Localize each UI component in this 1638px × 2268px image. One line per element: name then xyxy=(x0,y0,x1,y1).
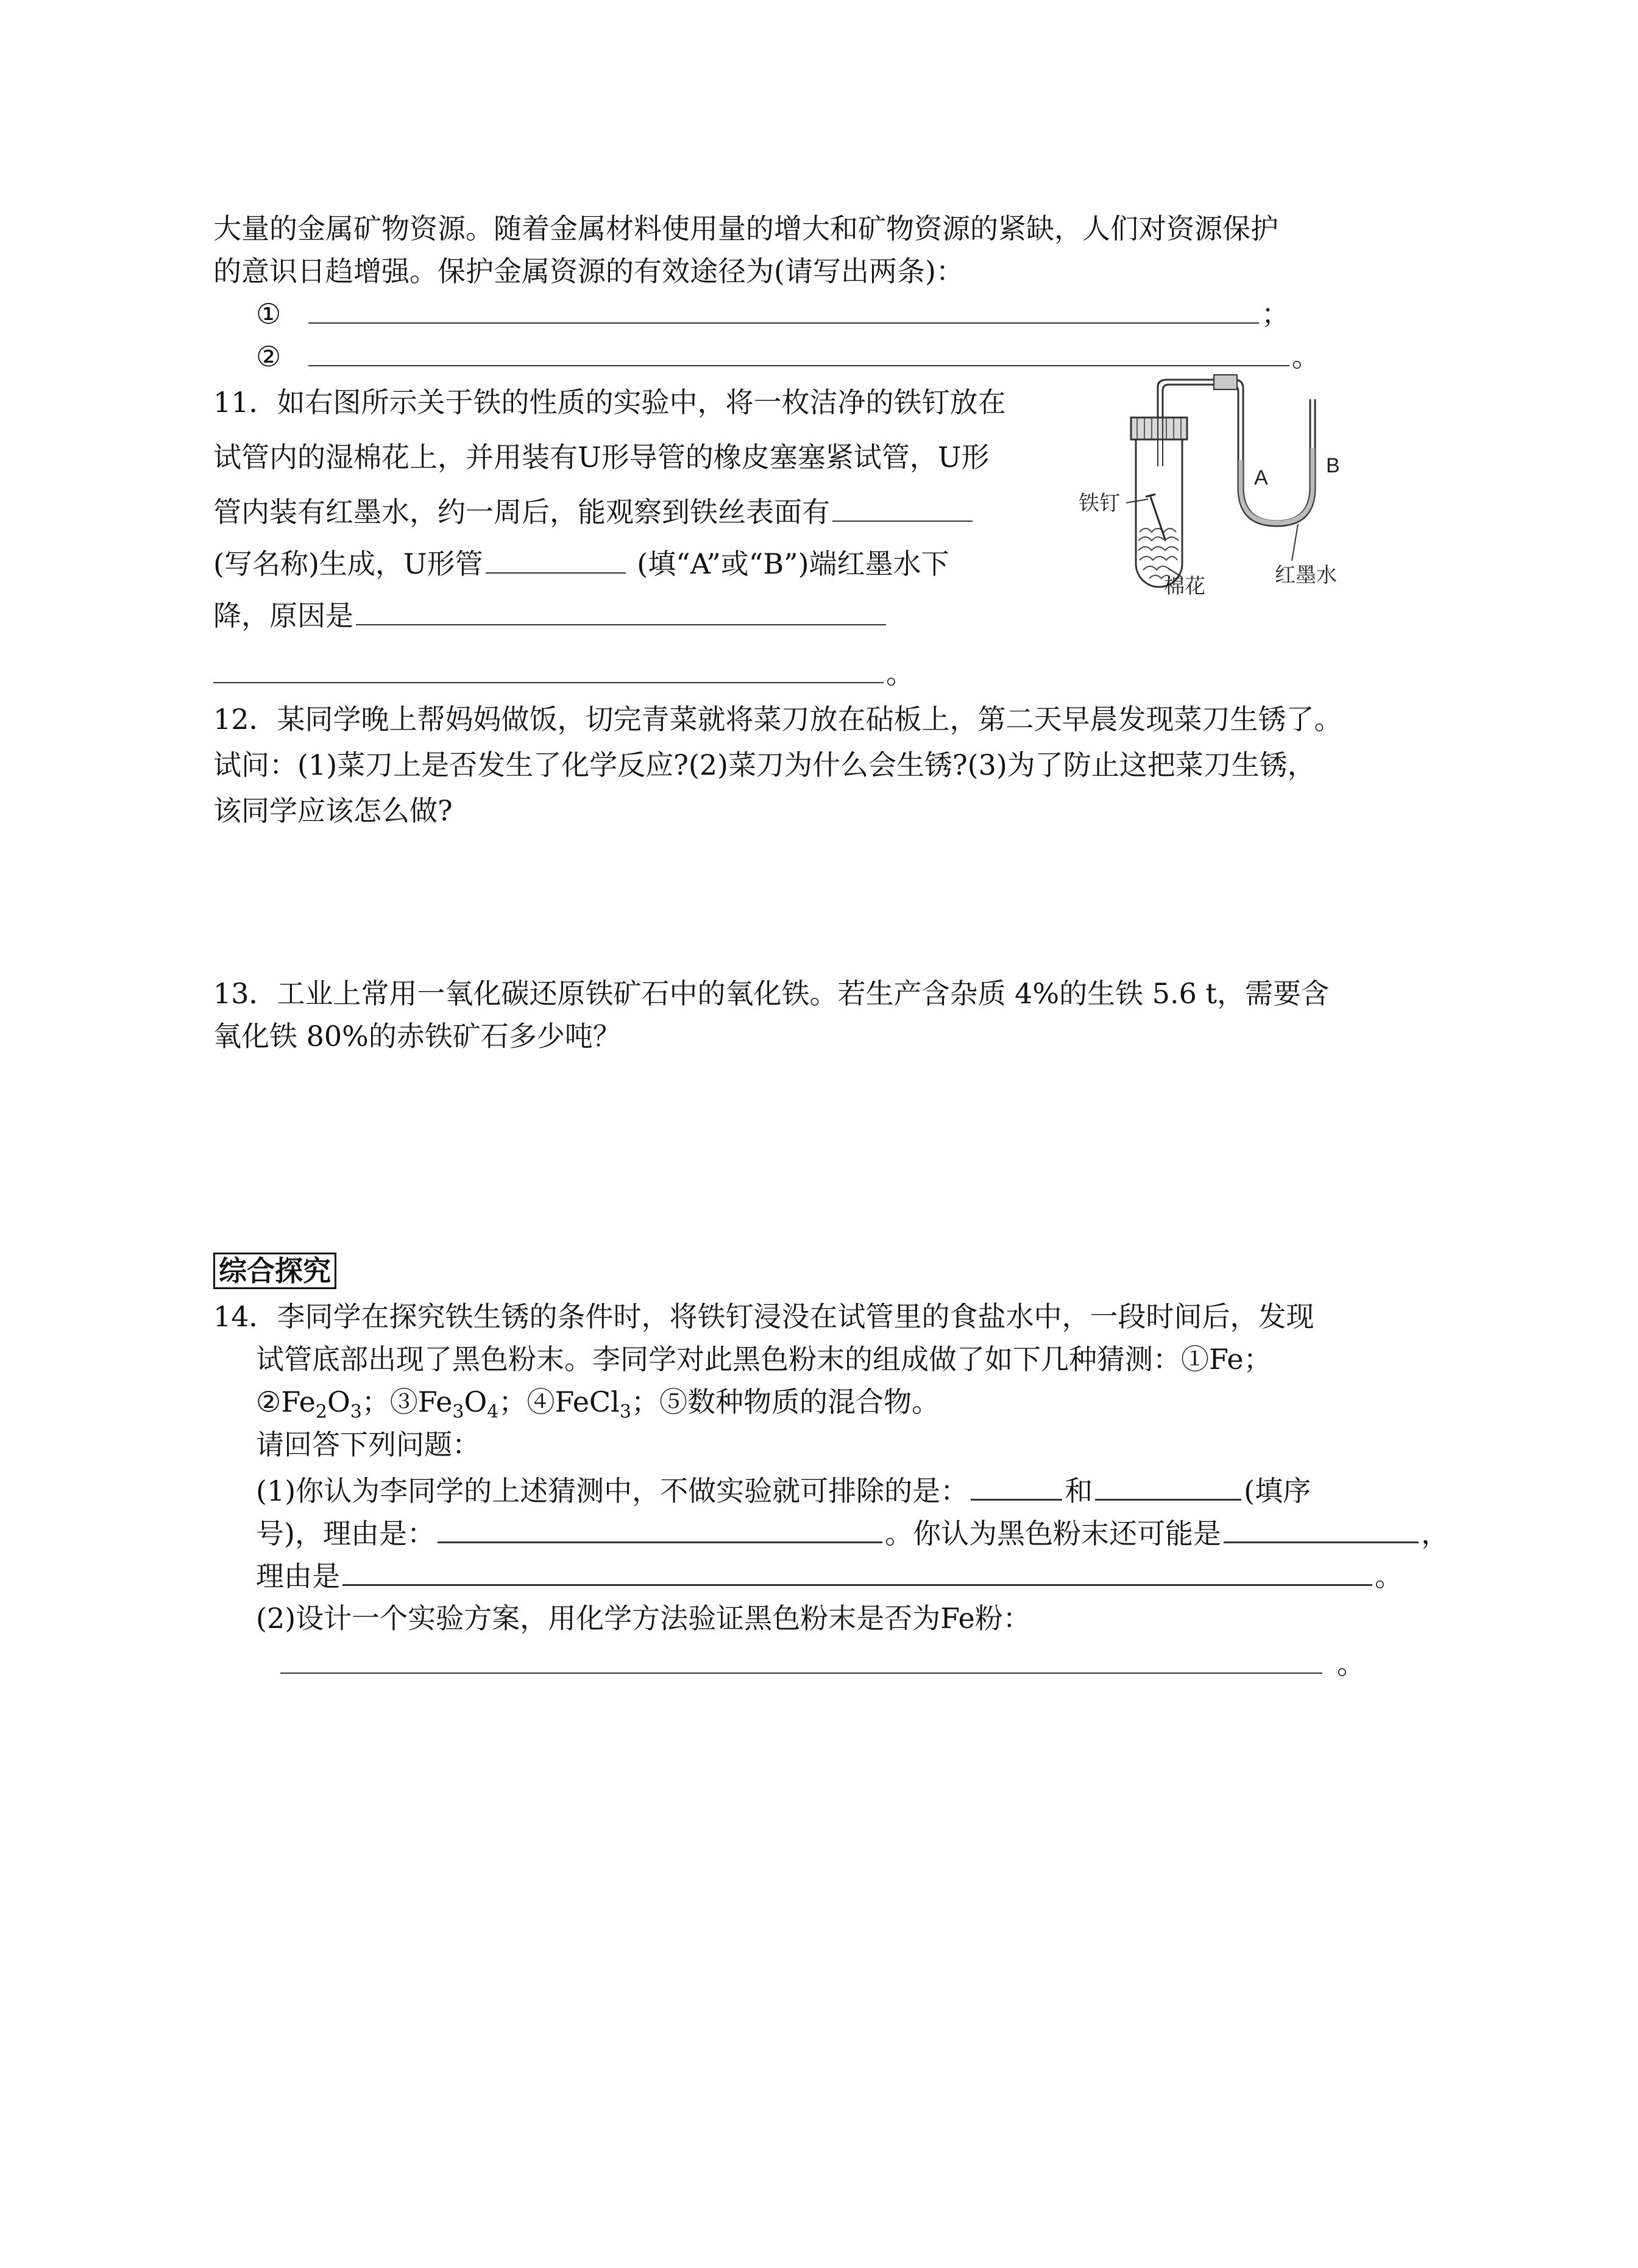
q14-blank-possible[interactable] xyxy=(1224,1515,1419,1543)
q11-line-3 xyxy=(213,494,975,530)
q14-l9-end: 。 xyxy=(1337,1648,1365,1680)
item-1-end: ； xyxy=(1261,297,1289,330)
q11-line-5-text: 降，原因是 xyxy=(213,599,353,632)
label-red-ink: 红墨水 xyxy=(1275,563,1337,588)
q14-l5c: (填序 xyxy=(1244,1474,1311,1507)
q12-line-1: 12．某同学晚上帮妈妈做饭，切完青菜就将菜刀放在砧板上，第二天早晨发现菜刀生锈了。 xyxy=(213,703,1342,736)
q11-line-2: 试管内的湿棉花上，并用装有U形导管的橡皮塞塞紧试管，U形 xyxy=(213,441,990,474)
q14-l5a: (1)你认为李同学的上述猜测中，不做实验就可排除的是： xyxy=(256,1474,969,1507)
q13-line-1: 13．工业上常用一氧化碳还原铁矿石中的氧化铁。若生产含杂质 4%的生铁 5.6 t，需要含 xyxy=(213,977,1330,1010)
guess-2-fe: ②Fe xyxy=(256,1385,316,1418)
q14-line-9 xyxy=(256,1646,1365,1682)
label-cotton: 棉花 xyxy=(1164,574,1205,599)
q11-line-4a: (写名称)生成，U形管 xyxy=(213,547,483,580)
q14-line-3 xyxy=(256,1384,940,1423)
intro-line-1: 大量的金属矿物资源。随着金属材料使用量的增大和矿物资源的紧缺，人们对资源保护 xyxy=(213,212,1278,245)
q11-line-3-text: 管内装有红墨水，约一周后，能观察到铁丝表面有 xyxy=(213,496,830,528)
intro-item-2 xyxy=(256,338,1320,375)
section-title-box: 综合探究 xyxy=(213,1253,336,1289)
q14-blank-reason-2[interactable] xyxy=(342,1557,1372,1586)
q11-line-4 xyxy=(213,546,949,582)
guess-4-fecl: ；④FeCl xyxy=(498,1385,620,1418)
rubber-stopper xyxy=(1131,418,1187,439)
q14-line-5 xyxy=(256,1472,1311,1509)
q11-line-1: 11．如右图所示关于铁的性质的实验中，将一枚洁净的铁钉放在 xyxy=(213,386,1006,419)
intro-item-1 xyxy=(256,296,1289,332)
q11-line-4b: (填“A”或“B”)端红墨水下 xyxy=(637,547,949,580)
q14-blank-exclude-1[interactable] xyxy=(971,1472,1062,1501)
q11-blank-end[interactable] xyxy=(486,546,626,574)
guess-4-sub: 3 xyxy=(619,1401,631,1423)
iron-rust-apparatus-figure xyxy=(1079,375,1389,599)
guess-2-sub-2: 3 xyxy=(350,1401,362,1423)
guess-3-sub-1: 3 xyxy=(452,1401,464,1423)
iron-nail xyxy=(1146,494,1165,539)
q14-l6a: 号)，理由是： xyxy=(256,1517,435,1550)
nail-pointer xyxy=(1126,499,1148,503)
q14-l6c: ， xyxy=(1420,1517,1449,1550)
q14-line-4: 请回答下列问题： xyxy=(256,1428,480,1461)
guess-5-text: ；⑤数种物质的混合物。 xyxy=(631,1385,940,1418)
ink-pointer xyxy=(1292,524,1298,561)
q14-line-1: 14．李同学在探究铁生锈的条件时，将铁钉浸没在试管里的食盐水中，一段时间后，发现 xyxy=(213,1300,1314,1333)
red-ink xyxy=(1239,448,1315,525)
q14-l7a: 理由是 xyxy=(256,1560,340,1593)
guess-3-sub-2: 4 xyxy=(487,1401,499,1423)
q11-line-6 xyxy=(213,655,914,692)
item-2-marker: ② xyxy=(256,340,282,373)
label-b: B xyxy=(1326,454,1340,477)
label-a: A xyxy=(1254,466,1268,489)
q11-line-5 xyxy=(213,597,888,634)
q14-line-7 xyxy=(256,1557,1403,1594)
q14-line-6 xyxy=(256,1515,1449,1552)
label-nail: 铁钉 xyxy=(1079,491,1120,516)
q14-l7b: 。 xyxy=(1375,1560,1403,1593)
answer-blank-2[interactable] xyxy=(308,338,1289,366)
guess-2-o: O xyxy=(327,1385,350,1418)
guess-3-o: O xyxy=(464,1385,488,1418)
answer-blank-1[interactable] xyxy=(308,296,1259,324)
intro-line-2: 的意识日趋增强。保护金属资源的有效途径为(请写出两条)： xyxy=(213,255,964,288)
q11-blank-product[interactable] xyxy=(832,494,973,522)
q14-line-2: 试管底部出现了黑色粉末。李同学对此黑色粉末的组成做了如下几种猜测：①Fe； xyxy=(256,1343,1272,1376)
q14-line-8: (2)设计一个实验方案，用化学方法验证黑色粉末是否为Fe粉： xyxy=(256,1602,1031,1635)
rubber-joint xyxy=(1214,375,1237,389)
item-1-marker: ① xyxy=(256,297,282,330)
guess-3-fe: ；③Fe xyxy=(361,1385,453,1418)
guess-2-sub-1: 2 xyxy=(315,1401,327,1423)
test-tube xyxy=(1131,418,1187,587)
q11-line-6-end: 。 xyxy=(886,657,914,690)
q11-blank-reason-1[interactable] xyxy=(356,597,886,625)
q14-blank-reason[interactable] xyxy=(438,1515,882,1543)
q13-line-2: 氧化铁 80%的赤铁矿石多少吨？ xyxy=(213,1020,621,1053)
q14-blank-plan[interactable] xyxy=(280,1646,1322,1674)
q11-blank-reason-2[interactable] xyxy=(213,655,884,683)
q14-blank-exclude-2[interactable] xyxy=(1095,1472,1241,1501)
q14-l6b: 。你认为黑色粉末还可能是 xyxy=(884,1517,1221,1550)
q12-line-3: 该同学应该怎么做? xyxy=(213,794,453,827)
q14-l5b: 和 xyxy=(1065,1474,1093,1507)
q12-line-2: 试问：(1)菜刀上是否发生了化学反应?(2)菜刀为什么会生锈?(3)为了防止这把菜刀生锈， xyxy=(213,748,1316,781)
section-title xyxy=(213,1253,336,1289)
item-2-end: 。 xyxy=(1291,340,1320,373)
